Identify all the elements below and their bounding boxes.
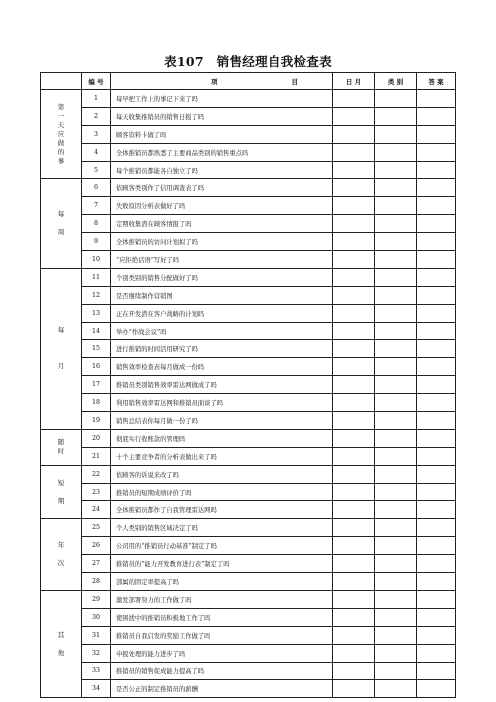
group-label-char: 天 — [57, 120, 65, 129]
answer-cell[interactable] — [417, 412, 456, 430]
header-date: 日 月 — [333, 73, 375, 90]
item-text: 十个主要竞争者的分析表做出来了吗 — [111, 447, 333, 465]
answer-cell[interactable] — [417, 322, 456, 340]
category-cell[interactable] — [375, 644, 417, 662]
header-category: 类 别 — [375, 73, 417, 90]
item-text: 公司用的“推销员行动基准”制定了吗 — [111, 537, 333, 555]
item-number: 12 — [82, 286, 111, 304]
table-row — [41, 537, 456, 555]
date-cell[interactable] — [333, 483, 375, 501]
group-label-char: 做 — [57, 138, 65, 147]
date-cell[interactable] — [333, 680, 375, 698]
group-label-char: 时 — [57, 447, 65, 456]
table-row — [41, 608, 456, 626]
answer-cell[interactable] — [417, 626, 456, 644]
item-number: 7 — [82, 197, 111, 215]
group-label — [41, 429, 82, 465]
group-label-char: 的 — [57, 147, 65, 156]
item-number: 3 — [82, 125, 111, 143]
group-label-char: 他 — [57, 648, 65, 657]
answer-cell[interactable] — [417, 251, 456, 269]
group-label-char — [41, 344, 81, 353]
category-cell[interactable] — [375, 465, 417, 483]
table-row — [41, 340, 456, 358]
item-text: 每个推销员都能各自独立了吗 — [111, 161, 333, 179]
category-cell[interactable] — [375, 537, 417, 555]
group-label-char: 年 — [57, 541, 65, 550]
item-number: 14 — [82, 322, 111, 340]
item-text: 推销员的销售促成能力提高了吗 — [111, 662, 333, 680]
answer-cell[interactable] — [417, 608, 456, 626]
item-number: 28 — [82, 573, 111, 591]
category-cell[interactable] — [375, 304, 417, 322]
item-number: 19 — [82, 412, 111, 430]
item-text: 每早把工作上的事记下来了吗 — [111, 90, 333, 108]
header-item-a: 项 — [211, 77, 218, 86]
item-text: 每天收集推销员的销售日报了吗 — [111, 107, 333, 125]
item-text: 彻底实行收账款的管理吗 — [111, 429, 333, 447]
item-number: 20 — [82, 429, 111, 447]
answer-cell[interactable] — [417, 340, 456, 358]
category-cell[interactable] — [375, 501, 417, 519]
item-text: 个别类别的销售分配做好了吗 — [111, 268, 333, 286]
category-cell[interactable] — [375, 680, 417, 698]
answer-cell[interactable] — [417, 537, 456, 555]
item-text: 申报处理的能力进步了吗 — [111, 644, 333, 662]
answer-cell[interactable] — [417, 429, 456, 447]
group-label-char: 期 — [57, 496, 65, 505]
header-answer: 答 案 — [417, 73, 456, 90]
answer-cell[interactable] — [417, 233, 456, 251]
date-cell[interactable] — [333, 376, 375, 394]
date-cell[interactable] — [333, 340, 375, 358]
item-number: 30 — [82, 608, 111, 626]
group-label-char — [41, 640, 81, 649]
item-number: 32 — [82, 644, 111, 662]
answer-cell[interactable] — [417, 590, 456, 608]
date-cell[interactable] — [333, 286, 375, 304]
item-number: 22 — [82, 465, 111, 483]
item-number: 33 — [82, 662, 111, 680]
item-text: 部属的固定率提高了吗 — [111, 573, 333, 591]
table-row — [41, 447, 456, 465]
date-cell[interactable] — [333, 501, 375, 519]
item-text: 举办“作战会议”吗 — [111, 322, 333, 340]
group-label-char: 周 — [57, 228, 65, 237]
date-cell[interactable] — [333, 233, 375, 251]
item-text: 全体推销员的访问计划拟了吗 — [111, 233, 333, 251]
answer-cell[interactable] — [417, 555, 456, 573]
answer-cell[interactable] — [417, 573, 456, 591]
group-label — [41, 268, 82, 429]
answer-cell[interactable] — [417, 161, 456, 179]
table-row — [41, 394, 456, 412]
answer-cell[interactable] — [417, 90, 456, 108]
answer-cell[interactable] — [417, 644, 456, 662]
date-cell[interactable] — [333, 358, 375, 376]
table-row — [41, 197, 456, 215]
item-text: “应拒绝话语”写好了吗 — [111, 251, 333, 269]
category-cell[interactable] — [375, 161, 417, 179]
category-cell[interactable] — [375, 107, 417, 125]
date-cell[interactable] — [333, 573, 375, 591]
item-number: 29 — [82, 590, 111, 608]
item-text: 利用销售效率雷达网和推销员面谈了吗 — [111, 394, 333, 412]
group-label-char — [41, 335, 81, 344]
table-row — [41, 412, 456, 430]
table-row — [41, 161, 456, 179]
group-label-char: 月 — [57, 362, 65, 371]
item-number: 18 — [82, 394, 111, 412]
category-cell[interactable] — [375, 412, 417, 430]
item-text: 依顾客的诉说来改了吗 — [111, 465, 333, 483]
category-cell[interactable] — [375, 179, 417, 197]
table-row — [41, 573, 456, 591]
date-cell[interactable] — [333, 537, 375, 555]
date-cell[interactable] — [333, 161, 375, 179]
answer-cell[interactable] — [417, 125, 456, 143]
date-cell[interactable] — [333, 125, 375, 143]
group-label-char: 应 — [57, 129, 65, 138]
answer-cell[interactable] — [417, 179, 456, 197]
table-row — [41, 215, 456, 233]
group-label — [41, 90, 82, 179]
table-row — [41, 555, 456, 573]
group-label-char: 一 — [57, 111, 65, 120]
item-number: 31 — [82, 626, 111, 644]
category-cell[interactable] — [375, 251, 417, 269]
category-cell[interactable] — [375, 340, 417, 358]
answer-cell[interactable] — [417, 483, 456, 501]
answer-cell[interactable] — [417, 286, 456, 304]
table-row — [41, 286, 456, 304]
item-number: 23 — [82, 483, 111, 501]
table-row — [41, 107, 456, 125]
item-number: 8 — [82, 215, 111, 233]
category-cell[interactable] — [375, 90, 417, 108]
category-cell[interactable] — [375, 394, 417, 412]
item-text: 全体推销员都熟悉了主要商品类别的销售重点吗 — [111, 143, 333, 161]
group-label-char — [41, 353, 81, 362]
category-cell[interactable] — [375, 322, 417, 340]
answer-cell[interactable] — [417, 143, 456, 161]
group-label-char: 短 — [57, 478, 65, 487]
answer-cell[interactable] — [417, 107, 456, 125]
group-label — [41, 465, 82, 519]
item-text: 使困扰中的推销员积极地工作了吗 — [111, 608, 333, 626]
item-text: 全体推销员都作了自我管理雷达网吗 — [111, 501, 333, 519]
item-number: 17 — [82, 376, 111, 394]
category-cell[interactable] — [375, 483, 417, 501]
table-row — [41, 429, 456, 447]
table-row — [41, 644, 456, 662]
table-row — [41, 358, 456, 376]
group-label-char: 每 — [57, 210, 65, 219]
date-cell[interactable] — [333, 251, 375, 269]
group-label-char: 第 — [57, 102, 65, 111]
header-number: 编 号 — [82, 73, 111, 90]
item-text: 正在开发潜在客户战略的计划吗 — [111, 304, 333, 322]
date-cell[interactable] — [333, 179, 375, 197]
category-cell[interactable] — [375, 447, 417, 465]
table-row — [41, 483, 456, 501]
answer-cell[interactable] — [417, 304, 456, 322]
group-label-char: 事 — [57, 156, 65, 165]
header-blank — [41, 73, 82, 90]
table-row — [41, 268, 456, 286]
item-text: 是否公正的制定推销员的薪酬 — [111, 680, 333, 698]
item-text: 推销员自我启发的奖励工作做了吗 — [111, 626, 333, 644]
item-text: 是否继续制作营销图 — [111, 286, 333, 304]
item-text: 推销员的“能力开发教育进行表”制定了吗 — [111, 555, 333, 573]
table-row — [41, 304, 456, 322]
answer-cell[interactable] — [417, 376, 456, 394]
item-number: 13 — [82, 304, 111, 322]
date-cell[interactable] — [333, 412, 375, 430]
group-label-char: 随 — [57, 438, 65, 447]
category-cell[interactable] — [375, 626, 417, 644]
header-item-b: 目 — [291, 77, 298, 86]
table-row — [41, 376, 456, 394]
date-cell[interactable] — [333, 519, 375, 537]
category-cell[interactable] — [375, 358, 417, 376]
category-cell[interactable] — [375, 590, 417, 608]
table-row — [41, 322, 456, 340]
item-number: 6 — [82, 179, 111, 197]
item-text: 定期收集潜在顾客情报了吗 — [111, 215, 333, 233]
date-cell[interactable] — [333, 626, 375, 644]
date-cell[interactable] — [333, 268, 375, 286]
date-cell[interactable] — [333, 644, 375, 662]
category-cell[interactable] — [375, 286, 417, 304]
category-cell[interactable] — [375, 376, 417, 394]
table-row — [41, 233, 456, 251]
item-number: 4 — [82, 143, 111, 161]
table-row — [41, 519, 456, 537]
table-row — [41, 501, 456, 519]
table-row — [41, 662, 456, 680]
item-text: 销售效率检查表每月做成一份吗 — [111, 358, 333, 376]
table-row — [41, 179, 456, 197]
answer-cell[interactable] — [417, 662, 456, 680]
category-cell[interactable] — [375, 215, 417, 233]
item-number: 5 — [82, 161, 111, 179]
table-row — [41, 590, 456, 608]
date-cell[interactable] — [333, 107, 375, 125]
category-cell[interactable] — [375, 519, 417, 537]
category-cell[interactable] — [375, 197, 417, 215]
answer-cell[interactable] — [417, 519, 456, 537]
group-label-char: 其 — [57, 630, 65, 639]
item-text: 激发部署努力的工作做了吗 — [111, 590, 333, 608]
item-number: 24 — [82, 501, 111, 519]
table-row — [41, 680, 456, 698]
date-cell[interactable] — [333, 590, 375, 608]
date-cell[interactable] — [333, 447, 375, 465]
group-label-char: 每 — [57, 326, 65, 335]
group-label-char — [41, 219, 81, 228]
item-number: 2 — [82, 107, 111, 125]
item-number: 27 — [82, 555, 111, 573]
group-label-char — [41, 488, 81, 497]
group-label — [41, 590, 82, 697]
date-cell[interactable] — [333, 555, 375, 573]
answer-cell[interactable] — [417, 394, 456, 412]
category-cell[interactable] — [375, 608, 417, 626]
table-row — [41, 465, 456, 483]
item-text: 失败原因分析表做好了吗 — [111, 197, 333, 215]
date-cell[interactable] — [333, 465, 375, 483]
self-check-table — [40, 72, 456, 698]
item-number: 21 — [82, 447, 111, 465]
item-text: 进行推销的时间活用研究了吗 — [111, 340, 333, 358]
date-cell[interactable] — [333, 304, 375, 322]
date-cell[interactable] — [333, 322, 375, 340]
group-label — [41, 519, 82, 591]
answer-cell[interactable] — [417, 465, 456, 483]
date-cell[interactable] — [333, 215, 375, 233]
category-cell[interactable] — [375, 429, 417, 447]
item-number: 16 — [82, 358, 111, 376]
date-cell[interactable] — [333, 429, 375, 447]
category-cell[interactable] — [375, 268, 417, 286]
category-cell[interactable] — [375, 573, 417, 591]
item-number: 9 — [82, 233, 111, 251]
table-row — [41, 143, 456, 161]
table-row — [41, 626, 456, 644]
item-number: 11 — [82, 268, 111, 286]
date-cell[interactable] — [333, 197, 375, 215]
date-cell[interactable] — [333, 608, 375, 626]
page-title: 表107 销售经理自我检查表 — [164, 54, 332, 69]
item-text: 推销员类别销售效率雷达网做成了吗 — [111, 376, 333, 394]
item-number: 25 — [82, 519, 111, 537]
item-text: 推销员的短期成绩评价了吗 — [111, 483, 333, 501]
header-row — [41, 73, 456, 90]
category-cell[interactable] — [375, 143, 417, 161]
answer-cell[interactable] — [417, 358, 456, 376]
table-row — [41, 251, 456, 269]
answer-cell[interactable] — [417, 447, 456, 465]
answer-cell[interactable] — [417, 680, 456, 698]
date-cell[interactable] — [333, 394, 375, 412]
item-number: 26 — [82, 537, 111, 555]
item-text: 顾客资料卡做了吗 — [111, 125, 333, 143]
table-row — [41, 125, 456, 143]
item-text: 依顾客类别作了信用调查表了吗 — [111, 179, 333, 197]
date-cell[interactable] — [333, 662, 375, 680]
group-label — [41, 179, 82, 268]
answer-cell[interactable] — [417, 215, 456, 233]
date-cell[interactable] — [333, 143, 375, 161]
category-cell[interactable] — [375, 125, 417, 143]
answer-cell[interactable] — [417, 501, 456, 519]
answer-cell[interactable] — [417, 268, 456, 286]
category-cell[interactable] — [375, 233, 417, 251]
answer-cell[interactable] — [417, 197, 456, 215]
category-cell[interactable] — [375, 555, 417, 573]
item-number: 15 — [82, 340, 111, 358]
category-cell[interactable] — [375, 662, 417, 680]
item-text: 个人类别的销售区域决定了吗 — [111, 519, 333, 537]
header-item — [111, 73, 333, 90]
item-text: 销售总结表你每月做一份了吗 — [111, 412, 333, 430]
date-cell[interactable] — [333, 90, 375, 108]
item-number: 34 — [82, 680, 111, 698]
table-row — [41, 90, 456, 108]
group-label-char: 次 — [57, 559, 65, 568]
group-label-char — [41, 550, 81, 559]
item-number: 10 — [82, 251, 111, 269]
item-number: 1 — [82, 90, 111, 108]
